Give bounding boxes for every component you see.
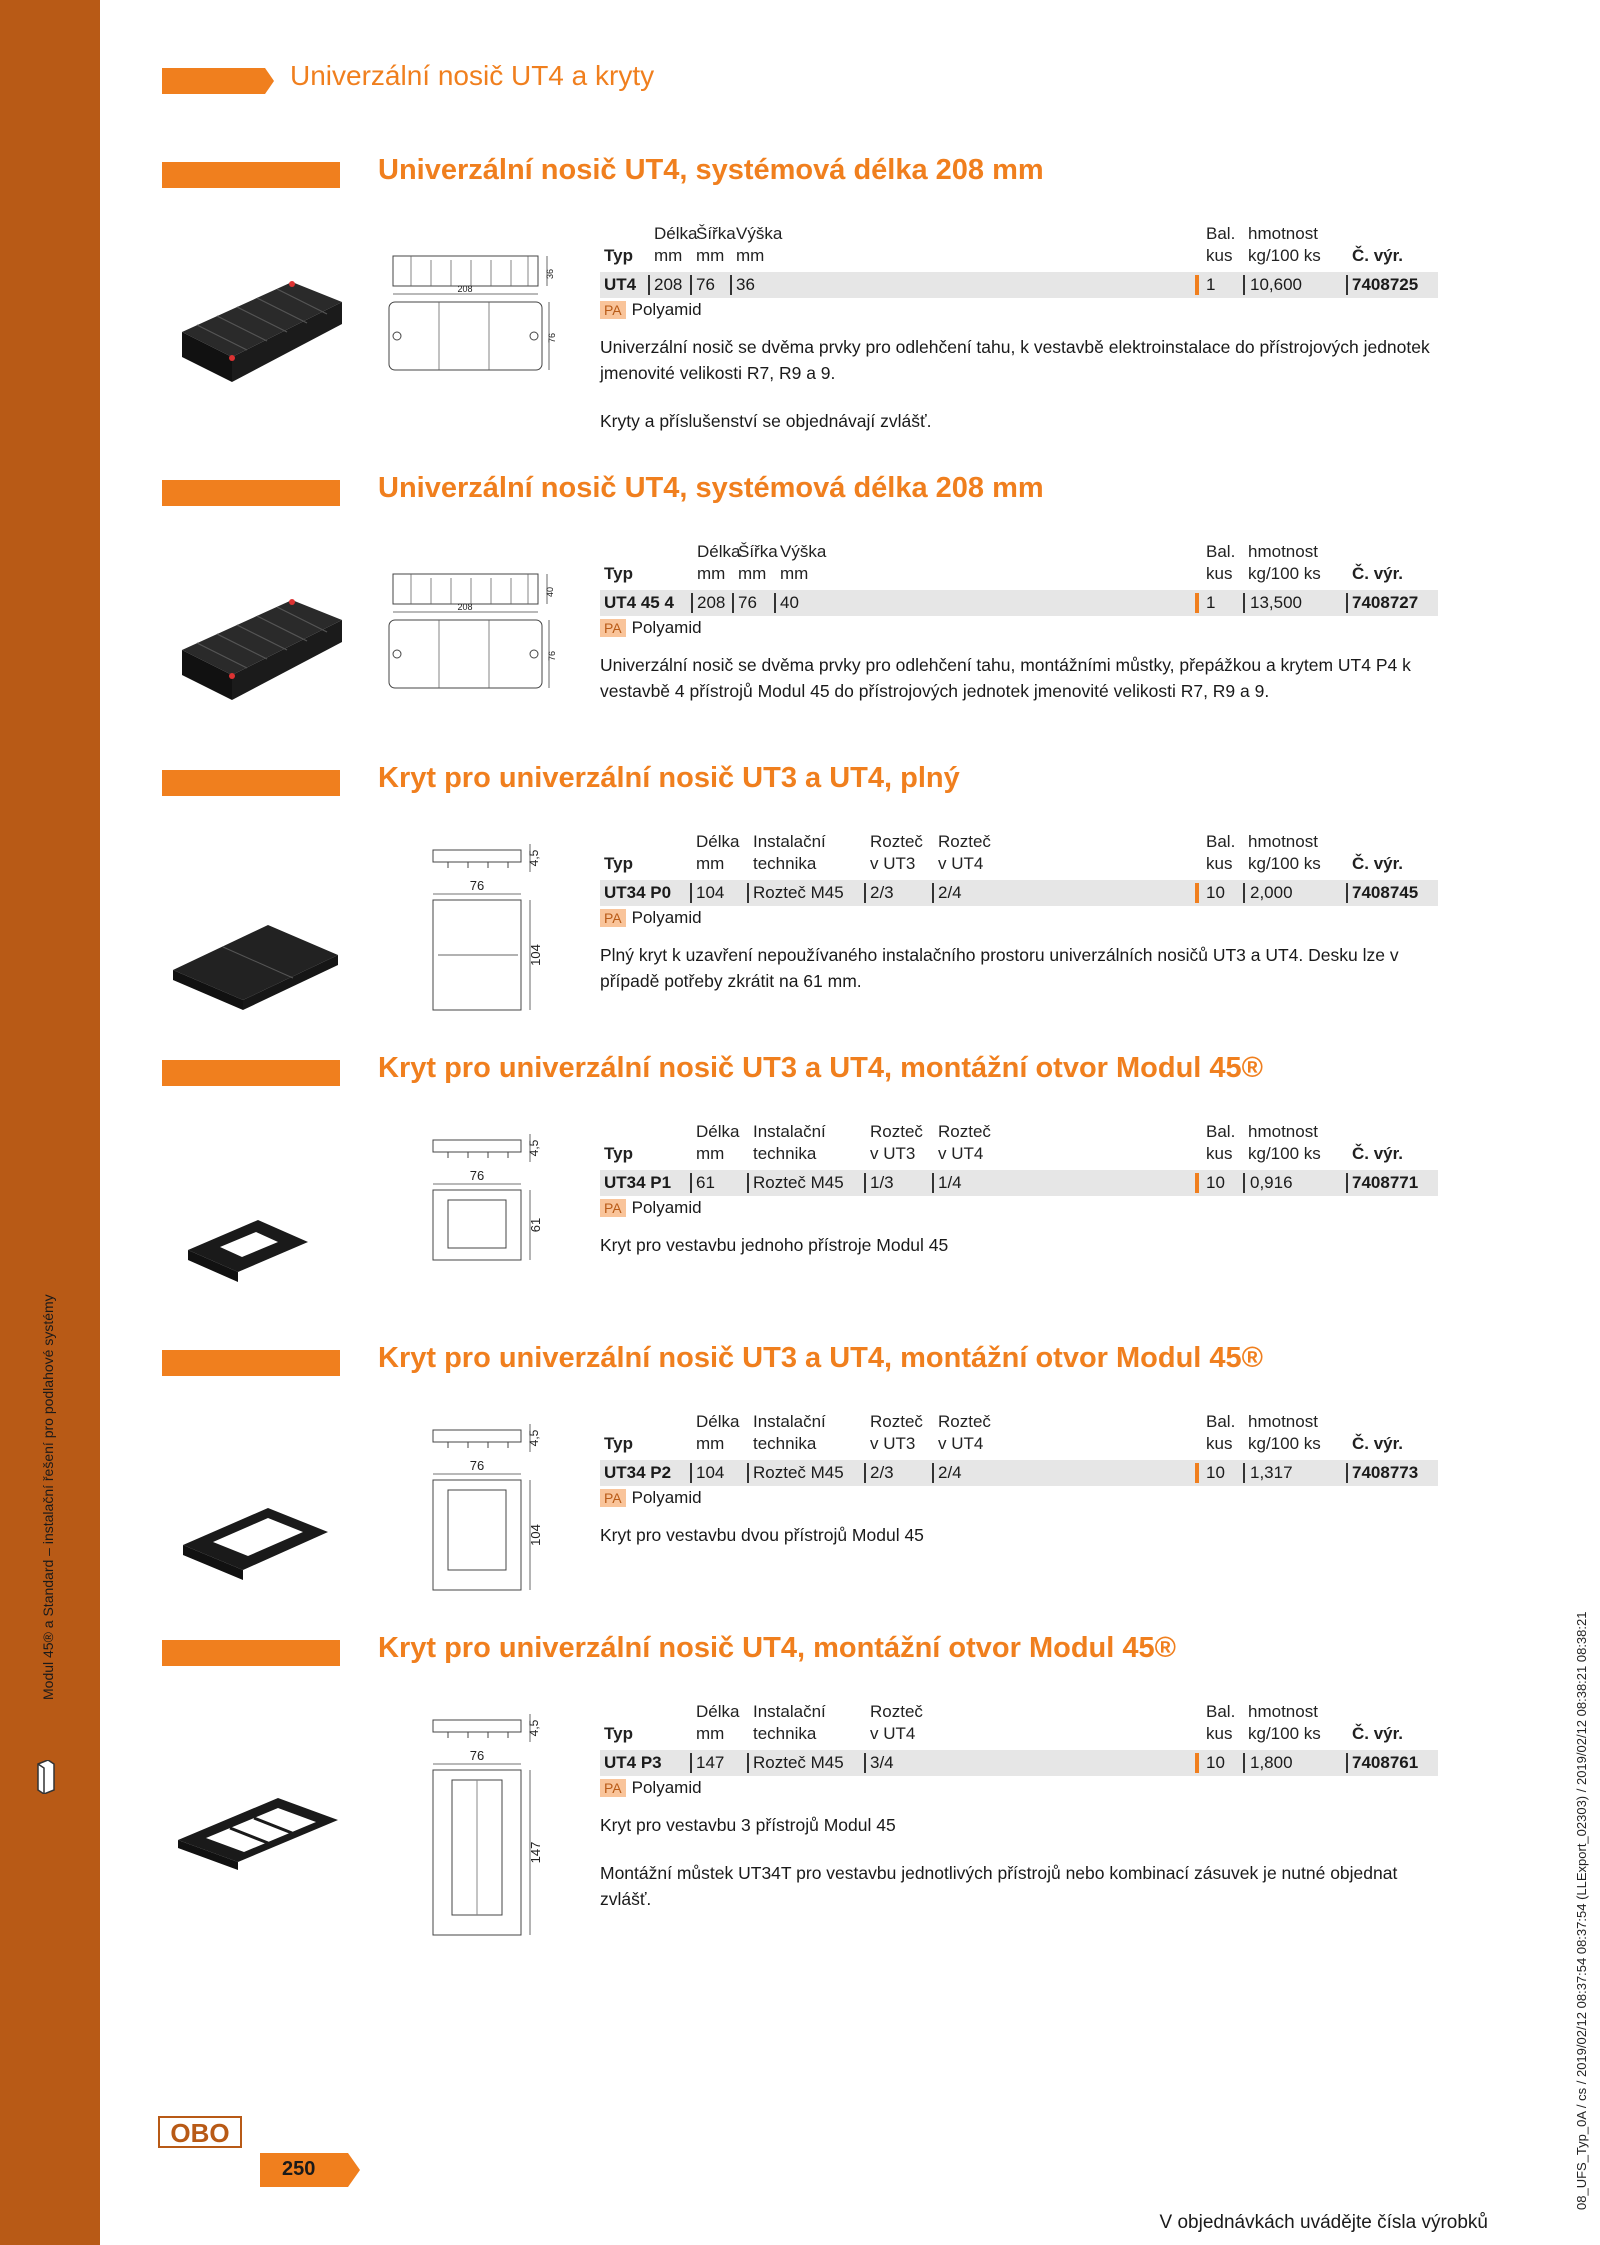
material-tag: PA (600, 1489, 626, 1507)
col-header: kus (1206, 854, 1233, 873)
col-header: Instalační (753, 832, 826, 851)
section-title: Univerzální nosič UT4, systémová délka 208 mm (378, 154, 1044, 186)
cell: Rozteč M45 (753, 1753, 844, 1772)
cell-order-number: 7408727 (1352, 593, 1419, 612)
col-header: kus (1206, 564, 1233, 583)
material-tag: PA (600, 1779, 626, 1797)
col-header: mm (736, 246, 765, 265)
dim-width: 76 (469, 1458, 485, 1473)
col-header: Délka (696, 1412, 740, 1431)
cell: 208 (697, 593, 726, 612)
col-header: kus (1206, 1144, 1233, 1163)
table-header-row (600, 564, 1438, 586)
dim-thickness: 4,5 (527, 1429, 541, 1447)
product-table (600, 1702, 1438, 1776)
cell: 104 (696, 1463, 725, 1482)
col-header: Rozteč (938, 1122, 991, 1141)
product-image (172, 262, 347, 387)
dim-thickness: 4,5 (527, 1139, 541, 1157)
col-header: mm (780, 564, 809, 583)
obo-logo-text: OBO (170, 2118, 230, 2148)
material-name: Polyamid (631, 1778, 702, 1797)
cell: 61 (696, 1173, 715, 1192)
col-header: Typ (604, 564, 633, 583)
col-header: hmotnost (1248, 1702, 1318, 1721)
section-bar (162, 162, 340, 188)
page-number: 250 (282, 2158, 316, 2180)
product-table (600, 224, 1438, 298)
material (600, 300, 702, 320)
col-header: Rozteč (870, 1122, 923, 1141)
table-header-row (600, 1122, 1438, 1144)
col-header: Typ (604, 1724, 633, 1743)
cell: 13,500 (1250, 593, 1302, 612)
col-header: mm (654, 246, 683, 265)
material (600, 1778, 702, 1798)
col-header: v UT3 (870, 854, 916, 873)
cell: Rozteč M45 (753, 883, 844, 902)
col-header: Bal. (1206, 542, 1236, 561)
technical-drawing (408, 1128, 548, 1278)
section-bar (162, 770, 340, 796)
cell-order-number: 7408761 (1352, 1753, 1419, 1772)
col-header: Typ (604, 1144, 633, 1163)
cell: Rozteč M45 (753, 1173, 844, 1192)
cell: 2/3 (870, 1463, 894, 1482)
col-header: mm (738, 564, 767, 583)
table-header-row (600, 246, 1438, 268)
col-header: technika (753, 1724, 817, 1743)
dim-width: 76 (469, 1748, 485, 1763)
col-header: v UT3 (870, 1144, 916, 1163)
table-row (600, 590, 1438, 616)
cell: 1/3 (870, 1173, 894, 1192)
dim-thickness: 4,5 (527, 1719, 541, 1737)
col-header: kus (1206, 1724, 1233, 1743)
col-header: mm (696, 1434, 725, 1453)
col-header: Šířka (738, 542, 778, 561)
product-image (172, 580, 347, 705)
material-name: Polyamid (631, 1198, 702, 1217)
col-header: Č. výr. (1352, 854, 1404, 873)
col-header: kus (1206, 246, 1233, 265)
col-header: Č. výr. (1352, 564, 1404, 583)
cell-type: UT4 45 4 (604, 593, 674, 612)
footer-meta: 08_UFS_Typ_0A / cs / 2019/02/12 08:37:54 08:37:54 (LLExport_02303) / 2019/02/12 08:38:21 08:38:21 (1574, 1611, 1589, 2210)
table-header-row (600, 854, 1438, 876)
col-header: Rozteč (938, 1412, 991, 1431)
cell: 10,600 (1250, 275, 1302, 294)
section-title: Univerzální nosič UT4, systémová délka 208 mm (378, 472, 1044, 504)
col-header: kg/100 ks (1248, 1434, 1321, 1453)
cell-type: UT34 P2 (604, 1463, 672, 1482)
table-row (600, 1170, 1438, 1196)
dim-width: 76 (469, 878, 485, 893)
dim-width: 76 (547, 332, 557, 344)
col-header: v UT4 (938, 854, 984, 873)
cell: 1/4 (938, 1173, 962, 1192)
cell: 1,800 (1250, 1753, 1293, 1772)
cell: 2,000 (1250, 883, 1293, 902)
material (600, 618, 702, 638)
col-header: Bal. (1206, 1412, 1236, 1431)
page-title: Univerzální nosič UT4 a kryty (290, 60, 655, 91)
section-bar (162, 1640, 340, 1666)
description-note: Montážní můstek UT34T pro vestavbu jednotlivých přístrojů nebo kombinací zásuvek je nutné objednat zvlášť. (600, 1863, 1398, 1909)
col-header: kg/100 ks (1248, 1724, 1321, 1743)
col-header: Č. výr. (1352, 1144, 1404, 1163)
material-tag: PA (600, 619, 626, 637)
cell: 1 (1206, 593, 1216, 612)
col-header: v UT4 (938, 1144, 984, 1163)
dim-length: 104 (528, 944, 543, 966)
product-table (600, 832, 1438, 906)
col-header: Č. výr. (1352, 246, 1404, 265)
table-row (600, 880, 1438, 906)
col-header: Instalační (753, 1122, 826, 1141)
col-header: hmotnost (1248, 1412, 1318, 1431)
col-header: Instalační (753, 1412, 826, 1431)
cell: 10 (1206, 1173, 1225, 1192)
table-header-row (600, 1702, 1438, 1724)
table-header-row (600, 1144, 1438, 1166)
technical-drawing (408, 838, 548, 1028)
sidebar (0, 0, 100, 2245)
material-name: Polyamid (631, 1488, 702, 1507)
section-title: Kryt pro univerzální nosič UT3 a UT4, plný (378, 762, 960, 794)
cell-type: UT4 (604, 275, 637, 294)
dim-length: 208 (457, 284, 473, 294)
cell-order-number: 7408745 (1352, 883, 1419, 902)
table-header-row (600, 832, 1438, 854)
col-header: Rozteč (870, 832, 923, 851)
dim-length: 147 (528, 1841, 543, 1864)
col-header: hmotnost (1248, 542, 1318, 561)
product-image (168, 900, 343, 1015)
col-header: Délka (696, 832, 740, 851)
cell: 10 (1206, 1753, 1225, 1772)
table-header-row (600, 1724, 1438, 1746)
cell: 36 (736, 275, 755, 294)
col-header: Bal. (1206, 1702, 1236, 1721)
product-table (600, 1122, 1438, 1196)
cell: 2/4 (938, 883, 962, 902)
cell: 76 (696, 275, 715, 294)
col-header: kg/100 ks (1248, 1144, 1321, 1163)
description: Kryt pro vestavbu 3 přístrojů Modul 45 (600, 1815, 896, 1835)
col-header: technika (753, 854, 817, 873)
table-row (600, 272, 1438, 298)
book-icon (36, 1760, 56, 1794)
material (600, 1198, 702, 1218)
col-header: Délka (696, 1702, 740, 1721)
description: Kryt pro vestavbu dvou přístrojů Modul 45 (600, 1525, 924, 1545)
cell: 1,317 (1250, 1463, 1293, 1482)
col-header: Bal. (1206, 224, 1236, 243)
cell: Rozteč M45 (753, 1463, 844, 1482)
col-header: hmotnost (1248, 1122, 1318, 1141)
cell-type: UT34 P0 (604, 883, 672, 902)
description: Univerzální nosič se dvěma prvky pro odlehčení tahu, montážními můstky, přepážkou a krytem UT4 P4 k vestavbě 4 přístrojů Modul 45 do přístrojových jednotek jmenovité velikosti R7, R9 a 9. (600, 655, 1411, 701)
dim-length: 208 (457, 602, 473, 612)
cell: 10 (1206, 1463, 1225, 1482)
col-header: mm (696, 1724, 725, 1743)
material (600, 908, 702, 928)
col-header: kg/100 ks (1248, 246, 1321, 265)
col-header: Rozteč (938, 832, 991, 851)
col-header: hmotnost (1248, 224, 1318, 243)
section-title: Kryt pro univerzální nosič UT4, montážní otvor Modul 45® (378, 1632, 1177, 1664)
col-header: Typ (604, 1434, 633, 1453)
product-table (600, 542, 1438, 616)
col-header: technika (753, 1144, 817, 1163)
col-header: Rozteč (870, 1702, 923, 1721)
col-header: Instalační (753, 1702, 826, 1721)
table-row (600, 1460, 1438, 1486)
dim-height: 36 (545, 268, 555, 280)
col-header: Typ (604, 246, 633, 265)
material-name: Polyamid (631, 618, 702, 637)
cell-order-number: 7408773 (1352, 1463, 1419, 1482)
description-note: Kryty a příslušenství se objednávají zvlášť. (600, 411, 932, 431)
table-header-row (600, 224, 1438, 246)
cell-order-number: 7408725 (1352, 275, 1419, 294)
section-title: Kryt pro univerzální nosič UT3 a UT4, montážní otvor Modul 45® (378, 1052, 1264, 1084)
sidebar-vertical-text: Modul 45® a Standard – instalační řešení pro podlahové systémy (40, 1294, 56, 1700)
product-image (168, 1480, 343, 1595)
cell: 104 (696, 883, 725, 902)
col-header: mm (696, 854, 725, 873)
product-image (168, 1190, 343, 1305)
dim-height: 40 (545, 586, 555, 598)
cell: 0,916 (1250, 1173, 1293, 1192)
cell-type: UT34 P1 (604, 1173, 672, 1192)
col-header: Č. výr. (1352, 1434, 1404, 1453)
cell: 10 (1206, 883, 1225, 902)
dim-thickness: 4,5 (527, 849, 541, 867)
col-header: Výška (736, 224, 783, 243)
col-header: kg/100 ks (1248, 564, 1321, 583)
header-tab (162, 68, 274, 94)
footer-note: V objednávkách uvádějte čísla výrobků (1159, 2212, 1488, 2233)
cell: 40 (780, 593, 799, 612)
section-bar (162, 1060, 340, 1086)
cell: 76 (738, 593, 757, 612)
cell-order-number: 7408771 (1352, 1173, 1419, 1192)
section-bar (162, 1350, 340, 1376)
col-header: Délka (654, 224, 698, 243)
col-header: kus (1206, 1434, 1233, 1453)
material-name: Polyamid (631, 300, 702, 319)
dim-length: 104 (528, 1524, 543, 1546)
col-header: Šířka (696, 224, 736, 243)
table-header-row (600, 542, 1438, 564)
cell: 1 (1206, 275, 1216, 294)
cell-type: UT4 P3 (604, 1753, 662, 1772)
col-header: Délka (696, 1122, 740, 1141)
col-header: Bal. (1206, 1122, 1236, 1141)
col-header: v UT4 (870, 1724, 916, 1743)
cell: 3/4 (870, 1753, 894, 1772)
dim-length: 61 (528, 1217, 543, 1233)
description: Univerzální nosič se dvěma prvky pro odlehčení tahu, k vestavbě elektroinstalace do přístrojových jednotek jmenovité velikosti R7, R9 a 9. (600, 337, 1430, 383)
col-header: mm (697, 564, 726, 583)
technical-drawing (383, 250, 558, 390)
product-image (168, 1770, 343, 1885)
cell: 2/4 (938, 1463, 962, 1482)
col-header: hmotnost (1248, 832, 1318, 851)
obo-logo (158, 2115, 242, 2149)
col-header: Č. výr. (1352, 1724, 1404, 1743)
col-header: Bal. (1206, 832, 1236, 851)
cell: 147 (696, 1753, 725, 1772)
technical-drawing (383, 568, 558, 708)
col-header: technika (753, 1434, 817, 1453)
col-header: v UT3 (870, 1434, 916, 1453)
col-header: Délka (697, 542, 741, 561)
material-name: Polyamid (631, 908, 702, 927)
table-header-row (600, 1412, 1438, 1434)
col-header: Výška (780, 542, 827, 561)
table-header-row (600, 1434, 1438, 1456)
dim-width: 76 (547, 650, 557, 662)
col-header: v UT4 (938, 1434, 984, 1453)
material-tag: PA (600, 1199, 626, 1217)
dim-width: 76 (469, 1168, 485, 1183)
table-row (600, 1750, 1438, 1776)
col-header: mm (696, 1144, 725, 1163)
cell: 208 (654, 275, 683, 294)
technical-drawing (408, 1418, 548, 1608)
cell: 2/3 (870, 883, 894, 902)
description: Plný kryt k uzavření nepoužívaného instalačního prostoru univerzálních nosičů UT3 a UT4. Desku lze v případě potřeby zkrátit na 61 mm. (600, 945, 1399, 991)
technical-drawing (408, 1708, 548, 1953)
section-title: Kryt pro univerzální nosič UT3 a UT4, montážní otvor Modul 45® (378, 1342, 1264, 1374)
description: Kryt pro vestavbu jednoho přístroje Modul 45 (600, 1235, 949, 1255)
product-table (600, 1412, 1438, 1486)
material-tag: PA (600, 909, 626, 927)
section-bar (162, 480, 340, 506)
col-header: Rozteč (870, 1412, 923, 1431)
material-tag: PA (600, 301, 626, 319)
col-header: kg/100 ks (1248, 854, 1321, 873)
col-header: Typ (604, 854, 633, 873)
col-header: mm (696, 246, 725, 265)
material (600, 1488, 702, 1508)
